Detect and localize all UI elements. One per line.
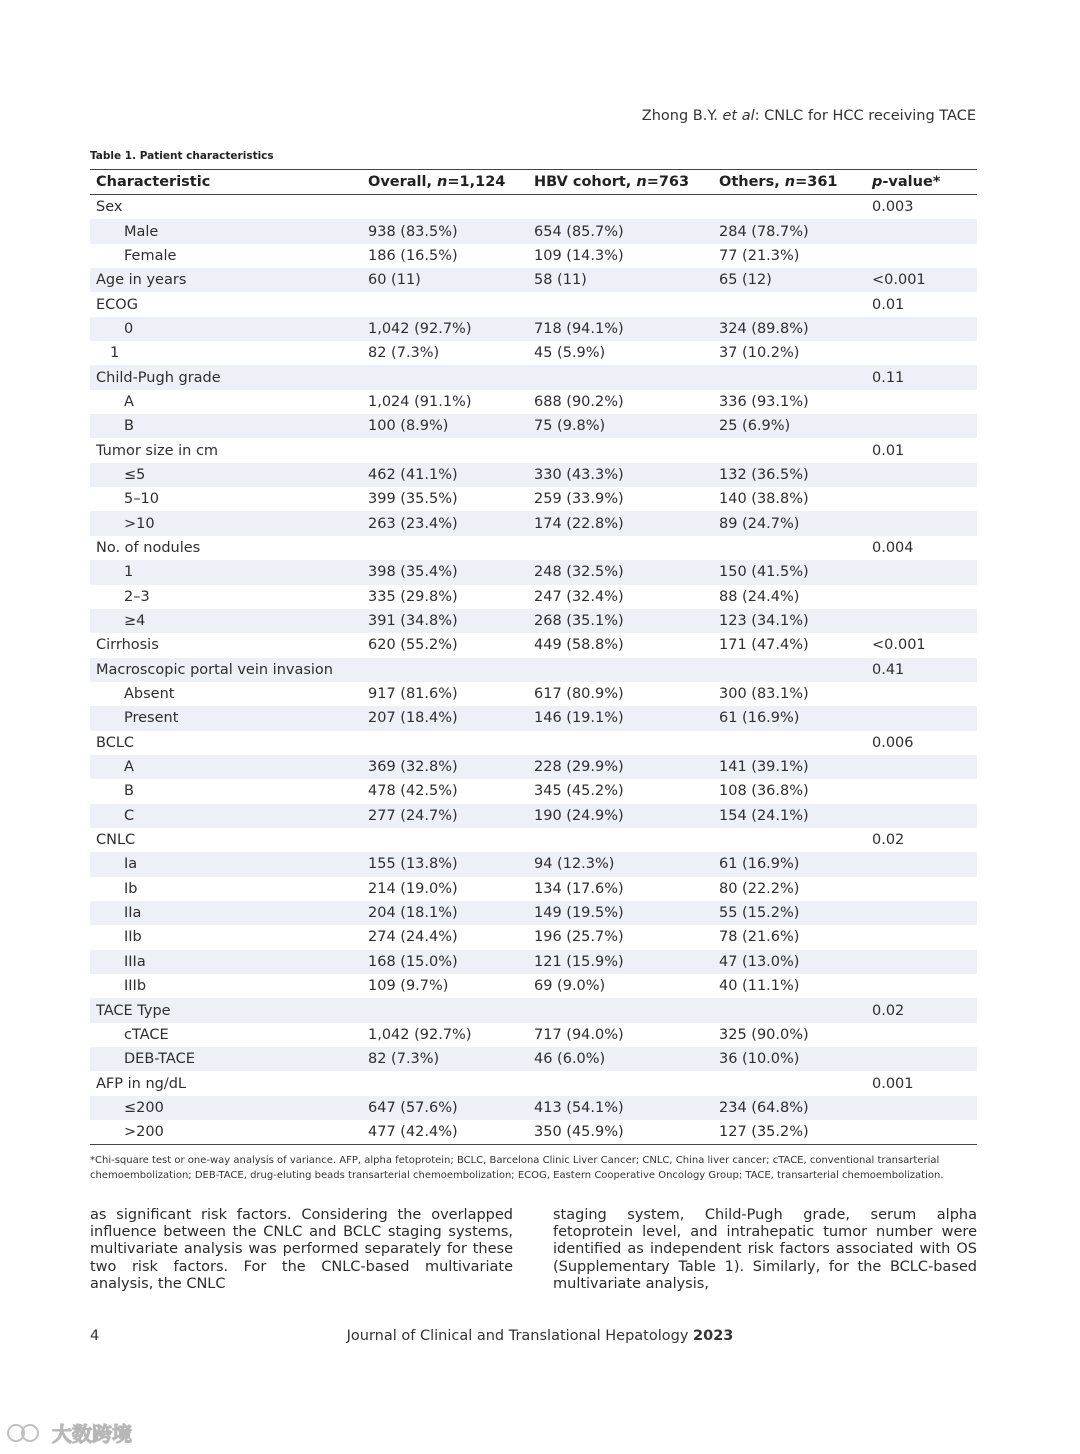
watermark-text: 大数跨境 <box>52 1422 132 1446</box>
cell-hbv: 190 (24.9%) <box>534 804 719 828</box>
cell-overall: 369 (32.8%) <box>368 755 534 779</box>
cell-p-value <box>872 244 977 268</box>
cell-p-value <box>872 1023 977 1047</box>
row-label: Male <box>90 219 368 243</box>
cell-others: 77 (21.3%) <box>719 247 800 264</box>
cell-others: 88 (24.4%) <box>719 588 800 605</box>
cell-others <box>719 731 872 755</box>
row-label: BCLC <box>96 734 135 751</box>
table-row <box>90 755 977 779</box>
row-label: ≥4 <box>90 609 368 633</box>
cell-others: 171 (47.4%) <box>719 637 809 654</box>
row-label: IIIa <box>90 950 368 974</box>
row-label: Tumor size in cm <box>96 442 219 459</box>
cell-others: 123 (34.1%) <box>719 609 872 633</box>
cell-p-value: 0.11 <box>872 365 977 389</box>
cell-hbv: 717 (94.0%) <box>534 1026 624 1043</box>
cell-p-value: 0.006 <box>872 734 914 751</box>
cell-overall: 263 (23.4%) <box>368 511 534 535</box>
cell-others: 284 (78.7%) <box>719 219 872 243</box>
row-label: DEB-TACE <box>90 1047 368 1071</box>
cell-hbv: 174 (22.8%) <box>534 511 719 535</box>
cell-overall: 462 (41.1%) <box>368 463 534 487</box>
table-row <box>90 731 977 755</box>
cell-p-value <box>872 317 977 341</box>
watermark-logo-icon <box>6 1420 46 1446</box>
journal-footer: Journal of Clinical and Translational Hepatology 2023 <box>346 1328 734 1344</box>
table-row <box>90 1047 977 1071</box>
cell-p-value <box>872 901 977 925</box>
cell-hbv: 688 (90.2%) <box>534 393 624 410</box>
cell-overall: 1,024 (91.1%) <box>368 393 472 410</box>
table-row <box>90 852 977 876</box>
row-label: B <box>90 414 368 438</box>
cell-p-value <box>872 1047 977 1071</box>
row-label: IIa <box>90 901 368 925</box>
cell-p-value <box>872 463 977 487</box>
cell-p-value <box>872 1096 977 1120</box>
table-row <box>90 950 977 974</box>
cell-hbv <box>534 998 719 1022</box>
cell-overall: 82 (7.3%) <box>368 345 440 362</box>
cell-overall <box>368 658 534 682</box>
cell-others <box>719 828 872 852</box>
header-others: Others, n=361 <box>719 174 838 190</box>
cell-others: 108 (36.8%) <box>719 783 809 800</box>
table-row <box>90 195 977 220</box>
cell-overall: 100 (8.9%) <box>368 414 534 438</box>
cell-hbv: 75 (9.8%) <box>534 414 719 438</box>
cell-p-value <box>872 706 977 730</box>
cell-hbv <box>534 658 719 682</box>
cell-hbv: 58 (11) <box>534 268 719 292</box>
cell-hbv: 228 (29.9%) <box>534 755 719 779</box>
row-label: 1 <box>110 345 120 362</box>
cell-overall: 168 (15.0%) <box>368 950 534 974</box>
patient-characteristics-table <box>90 169 977 1145</box>
watermark <box>6 1418 132 1447</box>
cell-overall: 399 (35.5%) <box>368 491 458 508</box>
cell-p-value <box>872 950 977 974</box>
row-label: >10 <box>90 511 368 535</box>
cell-p-value <box>872 804 977 828</box>
table-row <box>90 365 977 389</box>
row-label: Female <box>124 247 177 264</box>
table-row <box>90 925 977 949</box>
row-label: C <box>90 804 368 828</box>
table-row <box>90 901 977 925</box>
cell-overall: 917 (81.6%) <box>368 686 458 703</box>
cell-others: 55 (15.2%) <box>719 901 872 925</box>
cell-others <box>719 195 872 220</box>
cell-others: 40 (11.1%) <box>719 978 800 995</box>
table-body <box>90 195 977 1145</box>
table-row <box>90 317 977 341</box>
cell-hbv: 134 (17.6%) <box>534 880 624 897</box>
cell-hbv: 247 (32.4%) <box>534 588 624 605</box>
cell-others <box>719 365 872 389</box>
cell-p-value <box>872 1120 977 1145</box>
table-row <box>90 682 977 706</box>
cell-p-value <box>872 877 977 901</box>
cell-others <box>719 658 872 682</box>
cell-p-value <box>872 585 977 609</box>
cell-hbv: 345 (45.2%) <box>534 783 624 800</box>
table-row <box>90 341 977 365</box>
cell-overall <box>368 292 534 316</box>
row-label: AFP in ng/dL <box>96 1075 187 1092</box>
cell-overall <box>368 536 534 560</box>
table-row <box>90 219 977 243</box>
cell-p-value <box>872 487 977 511</box>
header-hbv: HBV cohort, n=763 <box>534 174 690 190</box>
cell-hbv: 109 (14.3%) <box>534 247 624 264</box>
row-label: Ib <box>124 880 138 897</box>
cell-overall: 204 (18.1%) <box>368 901 534 925</box>
cell-others: 61 (16.9%) <box>719 852 872 876</box>
cell-others: 65 (12) <box>719 268 872 292</box>
cell-others: 61 (16.9%) <box>719 706 872 730</box>
table-row <box>90 414 977 438</box>
cell-p-value: <0.001 <box>872 637 926 654</box>
cell-p-value <box>872 511 977 535</box>
cell-p-value <box>872 925 977 949</box>
cell-others: 154 (24.1%) <box>719 804 872 828</box>
cell-overall: 274 (24.4%) <box>368 929 458 946</box>
row-label: 5–10 <box>124 491 159 508</box>
cell-overall: 1,042 (92.7%) <box>368 1026 472 1043</box>
table-row <box>90 536 977 560</box>
cell-overall: 186 (16.5%) <box>368 247 458 264</box>
row-label: Ia <box>90 852 368 876</box>
table-row <box>90 1120 977 1145</box>
cell-overall: 60 (11) <box>368 268 534 292</box>
cell-overall: 478 (42.5%) <box>368 783 458 800</box>
cell-overall: 155 (13.8%) <box>368 852 534 876</box>
cell-hbv <box>534 292 719 316</box>
table-row <box>90 560 977 584</box>
table-row <box>90 609 977 633</box>
row-label: ECOG <box>96 296 138 313</box>
cell-p-value <box>872 779 977 803</box>
table-header-row <box>90 170 977 195</box>
cell-hbv <box>534 1071 719 1095</box>
row-label: Sex <box>96 199 123 216</box>
cell-hbv: 45 (5.9%) <box>534 345 606 362</box>
cell-p-value: 0.41 <box>872 658 977 682</box>
cell-others <box>719 438 872 462</box>
table-row <box>90 779 977 803</box>
cell-overall: 214 (19.0%) <box>368 880 458 897</box>
cell-hbv <box>534 536 719 560</box>
cell-hbv: 330 (43.3%) <box>534 463 719 487</box>
cell-others: 37 (10.2%) <box>719 345 800 362</box>
table-row <box>90 1071 977 1095</box>
cell-others: 324 (89.8%) <box>719 317 872 341</box>
cell-others: 36 (10.0%) <box>719 1047 872 1071</box>
cell-others: 234 (64.8%) <box>719 1096 872 1120</box>
cell-hbv <box>534 828 719 852</box>
cell-others: 89 (24.7%) <box>719 511 872 535</box>
cell-others: 78 (21.6%) <box>719 929 800 946</box>
cell-overall <box>368 998 534 1022</box>
cell-p-value <box>872 852 977 876</box>
cell-others: 80 (22.2%) <box>719 880 800 897</box>
body-text-left-column: as significant risk factors. Considering the overlapped influence between the CNLC and BCLC staging systems, multivariate analysis was performed separately for these two risk factors. For the CNLC-based multivariate analysis, the CNLC <box>90 1207 513 1292</box>
cell-p-value: 0.004 <box>872 539 914 556</box>
row-label: Macroscopic portal vein invasion <box>90 658 368 682</box>
cell-others: 132 (36.5%) <box>719 463 872 487</box>
cell-hbv <box>534 731 719 755</box>
cell-hbv: 259 (33.9%) <box>534 491 624 508</box>
cell-p-value <box>872 560 977 584</box>
table-row <box>90 244 977 268</box>
cell-others: 127 (35.2%) <box>719 1124 809 1141</box>
cell-others <box>719 292 872 316</box>
cell-hbv: 121 (15.9%) <box>534 950 719 974</box>
cell-hbv <box>534 365 719 389</box>
body-text-right-column: staging system, Child-Pugh grade, serum alpha fetoprotein level, and intrahepatic tumor number were identified as independent risk factors associated with OS (Supplementary Table 1). Similarly, for the BCLC-based multivariate analysis, <box>553 1207 977 1292</box>
header-p-value: p-value* <box>872 174 941 190</box>
row-label: B <box>124 783 134 800</box>
row-label: IIb <box>124 929 142 946</box>
row-label: ≤200 <box>90 1096 368 1120</box>
row-label: Present <box>90 706 368 730</box>
table-row <box>90 974 977 998</box>
cell-others: 300 (83.1%) <box>719 686 809 703</box>
cell-hbv: 196 (25.7%) <box>534 929 624 946</box>
cell-overall <box>368 365 534 389</box>
row-label: No. of nodules <box>96 539 201 556</box>
cell-p-value <box>872 219 977 243</box>
header-characteristic: Characteristic <box>96 174 211 190</box>
cell-hbv <box>534 195 719 220</box>
cell-hbv: 413 (54.1%) <box>534 1096 719 1120</box>
cell-p-value <box>872 682 977 706</box>
row-label: TACE Type <box>90 998 368 1022</box>
cell-overall: 82 (7.3%) <box>368 1047 534 1071</box>
cell-hbv: 718 (94.1%) <box>534 317 719 341</box>
cell-others <box>719 998 872 1022</box>
header-overall: Overall, n=1,124 <box>368 174 506 190</box>
cell-hbv: 46 (6.0%) <box>534 1047 719 1071</box>
table-row <box>90 633 977 657</box>
cell-p-value: 0.02 <box>872 832 905 849</box>
table-row <box>90 828 977 852</box>
cell-others: 325 (90.0%) <box>719 1026 809 1043</box>
cell-overall: 109 (9.7%) <box>368 978 449 995</box>
row-label: 2–3 <box>124 588 150 605</box>
cell-p-value <box>872 974 977 998</box>
cell-p-value: 0.01 <box>872 296 905 313</box>
cell-overall: 620 (55.2%) <box>368 637 458 654</box>
cell-overall <box>368 731 534 755</box>
table-row <box>90 585 977 609</box>
cell-p-value: 0.01 <box>872 442 905 459</box>
table-row <box>90 292 977 316</box>
running-header: Zhong B.Y. et al: CNLC for HCC receiving TACE <box>641 108 976 124</box>
cell-p-value: <0.001 <box>872 268 977 292</box>
cell-others: 150 (41.5%) <box>719 560 872 584</box>
cell-p-value: 0.003 <box>872 199 914 216</box>
cell-p-value: 0.001 <box>872 1075 914 1092</box>
cell-hbv: 146 (19.1%) <box>534 706 719 730</box>
page-number: 4 <box>90 1328 100 1344</box>
cell-hbv: 654 (85.7%) <box>534 219 719 243</box>
cell-p-value: 0.02 <box>872 998 977 1022</box>
cell-hbv: 248 (32.5%) <box>534 560 719 584</box>
table-row <box>90 998 977 1022</box>
row-label: >200 <box>124 1124 164 1141</box>
table-row <box>90 511 977 535</box>
row-label: Absent <box>124 686 175 703</box>
row-label: IIIb <box>124 978 147 995</box>
cell-overall: 207 (18.4%) <box>368 706 534 730</box>
table-row <box>90 268 977 292</box>
cell-overall: 647 (57.6%) <box>368 1096 534 1120</box>
cell-others <box>719 536 872 560</box>
table-row <box>90 877 977 901</box>
table-row <box>90 706 977 730</box>
cell-p-value <box>872 414 977 438</box>
cell-hbv: 617 (80.9%) <box>534 686 624 703</box>
cell-overall <box>368 438 534 462</box>
table-row <box>90 804 977 828</box>
row-label: Age in years <box>90 268 368 292</box>
table-row <box>90 1096 977 1120</box>
cell-others: 336 (93.1%) <box>719 393 809 410</box>
row-label: Cirrhosis <box>96 637 159 654</box>
row-label: cTACE <box>124 1026 169 1043</box>
row-label: 1 <box>90 560 368 584</box>
cell-overall <box>368 828 534 852</box>
cell-hbv: 350 (45.9%) <box>534 1124 624 1141</box>
row-label: Child-Pugh grade <box>90 365 368 389</box>
row-label: A <box>90 755 368 779</box>
cell-hbv: 149 (19.5%) <box>534 901 719 925</box>
row-label: CNLC <box>96 832 136 849</box>
cell-hbv: 268 (35.1%) <box>534 609 719 633</box>
cell-others <box>719 1071 872 1095</box>
cell-hbv <box>534 438 719 462</box>
cell-overall: 391 (34.8%) <box>368 609 534 633</box>
row-label: A <box>124 393 134 410</box>
table-row <box>90 658 977 682</box>
cell-overall: 1,042 (92.7%) <box>368 317 534 341</box>
table-row <box>90 487 977 511</box>
cell-p-value <box>872 755 977 779</box>
cell-others: 140 (38.8%) <box>719 491 809 508</box>
cell-p-value <box>872 341 977 365</box>
table-row <box>90 1023 977 1047</box>
cell-hbv: 449 (58.8%) <box>534 637 624 654</box>
cell-p-value <box>872 390 977 414</box>
cell-others: 25 (6.9%) <box>719 414 872 438</box>
table-caption: Table 1. Patient characteristics <box>90 150 274 162</box>
table-row <box>90 463 977 487</box>
cell-overall <box>368 1071 534 1095</box>
cell-p-value <box>872 609 977 633</box>
table-row <box>90 438 977 462</box>
cell-overall: 938 (83.5%) <box>368 219 534 243</box>
cell-hbv: 94 (12.3%) <box>534 852 719 876</box>
cell-others: 47 (13.0%) <box>719 950 872 974</box>
table-row <box>90 390 977 414</box>
cell-overall <box>368 195 534 220</box>
cell-overall: 335 (29.8%) <box>368 588 458 605</box>
row-label: 0 <box>90 317 368 341</box>
cell-overall: 277 (24.7%) <box>368 804 534 828</box>
cell-overall: 477 (42.4%) <box>368 1124 458 1141</box>
cell-others: 141 (39.1%) <box>719 755 872 779</box>
table-footnote: *Chi-square test or one-way analysis of variance. AFP, alpha fetoprotein; BCLC, Barcelona Clinic Liver Cancer; CNLC, China liver cancer; cTACE, conventional transarterial chemoembolization; DEB-TACE, drug-eluting beads transarterial chemoembolization; ECOG, Eastern Cooperative Oncology Group; TACE, transarterial chemoembolization. <box>90 1155 944 1181</box>
cell-overall: 398 (35.4%) <box>368 560 534 584</box>
row-label: ≤5 <box>90 463 368 487</box>
cell-hbv: 69 (9.0%) <box>534 978 606 995</box>
